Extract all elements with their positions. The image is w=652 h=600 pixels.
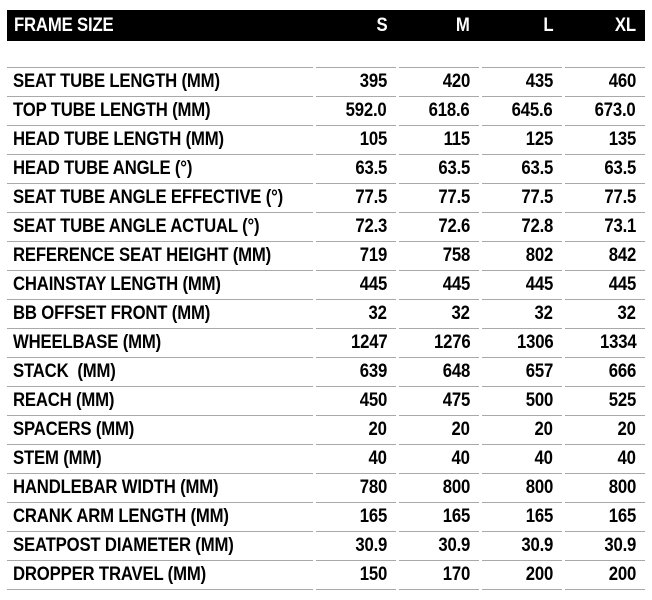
value-cell-s [316, 503, 396, 532]
table-row [7, 126, 645, 155]
value-cell-l [482, 387, 562, 416]
row-value: 20 [534, 419, 553, 440]
row-value: 30.9 [438, 535, 470, 556]
value-cell-xl [565, 358, 645, 387]
value-cell-s [316, 68, 396, 97]
row-label: SPACERS (MM) [13, 419, 135, 440]
value-cell-xl [565, 126, 645, 155]
row-value: 1334 [599, 332, 636, 353]
value-cell-s [316, 387, 396, 416]
row-label-cell [7, 155, 313, 184]
value-cell-l [482, 329, 562, 358]
row-label: HEAD TUBE ANGLE (°) [13, 158, 193, 179]
value-cell-xl [565, 474, 645, 503]
row-value: 1247 [350, 332, 387, 353]
value-cell-m [399, 155, 479, 184]
table-row [7, 561, 645, 590]
value-cell-l [482, 445, 562, 474]
row-value: 500 [525, 390, 553, 411]
row-label-cell [7, 97, 313, 126]
row-label: CHAINSTAY LENGTH (MM) [13, 274, 221, 295]
row-label: SEAT TUBE LENGTH (MM) [13, 71, 220, 92]
value-cell-s [316, 561, 396, 590]
value-cell-m [399, 387, 479, 416]
table-row [7, 271, 645, 300]
row-value: 105 [359, 129, 387, 150]
table-row [7, 503, 645, 532]
table-row [7, 358, 645, 387]
value-cell-xl [565, 416, 645, 445]
value-cell-xl [565, 300, 645, 329]
row-value: 72.6 [438, 216, 470, 237]
table-row [7, 416, 645, 445]
value-cell-xl [565, 503, 645, 532]
row-value: 125 [525, 129, 553, 150]
column-header-xl: XL [614, 14, 636, 36]
value-cell-s [316, 300, 396, 329]
value-cell-m [399, 358, 479, 387]
table-row [7, 242, 645, 271]
row-value: 77.5 [438, 187, 470, 208]
value-cell-m [399, 329, 479, 358]
value-cell-l [482, 184, 562, 213]
row-value: 842 [608, 245, 636, 266]
row-label-cell [7, 68, 313, 97]
row-value: 445 [442, 274, 470, 295]
row-label-cell [7, 242, 313, 271]
value-cell-s [316, 416, 396, 445]
row-value: 170 [442, 564, 470, 585]
value-cell-l [482, 532, 562, 561]
row-value: 20 [617, 419, 636, 440]
value-cell-l [482, 358, 562, 387]
row-label-cell [7, 474, 313, 503]
value-cell-xl [565, 532, 645, 561]
value-cell-s [316, 271, 396, 300]
value-cell-l [482, 271, 562, 300]
value-cell-m [399, 445, 479, 474]
value-cell-xl [565, 184, 645, 213]
row-value: 135 [608, 129, 636, 150]
row-value: 460 [608, 71, 636, 92]
table-row [7, 300, 645, 329]
row-value: 657 [525, 361, 553, 382]
row-label: STEM (MM) [13, 448, 102, 469]
value-cell-xl [565, 387, 645, 416]
row-value: 1306 [516, 332, 553, 353]
row-value: 72.3 [355, 216, 387, 237]
row-value: 77.5 [604, 187, 636, 208]
row-value: 77.5 [355, 187, 387, 208]
value-cell-l [482, 97, 562, 126]
value-cell-s [316, 445, 396, 474]
value-cell-l [482, 474, 562, 503]
value-cell-l [482, 213, 562, 242]
value-cell-m [399, 416, 479, 445]
value-cell-xl [565, 329, 645, 358]
row-value: 72.8 [521, 216, 553, 237]
value-cell-m [399, 126, 479, 155]
value-cell-xl [565, 155, 645, 184]
value-cell-l [482, 126, 562, 155]
row-value: 20 [451, 419, 470, 440]
table-body [7, 41, 645, 590]
table-row [7, 155, 645, 184]
row-value: 802 [525, 245, 553, 266]
row-label: BB OFFSET FRONT (MM) [13, 303, 211, 324]
row-value: 648 [442, 361, 470, 382]
row-label: REFERENCE SEAT HEIGHT (MM) [13, 245, 271, 266]
value-cell-l [482, 416, 562, 445]
row-label: HEAD TUBE LENGTH (MM) [13, 129, 224, 150]
row-value: 77.5 [521, 187, 553, 208]
row-value: 800 [608, 477, 636, 498]
row-value: 618.6 [429, 100, 470, 121]
value-cell-s [316, 242, 396, 271]
row-value: 165 [442, 506, 470, 527]
row-label: SEAT TUBE ANGLE ACTUAL (°) [13, 216, 260, 237]
row-value: 445 [359, 274, 387, 295]
table-header-row [7, 10, 645, 41]
row-label: CRANK ARM LENGTH (MM) [13, 506, 229, 527]
row-value: 40 [451, 448, 470, 469]
row-value: 475 [442, 390, 470, 411]
value-cell-xl [565, 97, 645, 126]
row-label: WHEELBASE (MM) [13, 332, 162, 353]
row-value: 165 [359, 506, 387, 527]
row-value: 666 [608, 361, 636, 382]
value-cell-l [482, 155, 562, 184]
table-row [7, 474, 645, 503]
row-value: 63.5 [355, 158, 387, 179]
row-label: STACK (MM) [13, 361, 116, 382]
value-cell-l [482, 68, 562, 97]
row-value: 30.9 [355, 535, 387, 556]
row-value: 32 [534, 303, 553, 324]
row-value: 40 [534, 448, 553, 469]
table-row [7, 329, 645, 358]
value-cell-m [399, 561, 479, 590]
value-cell-s [316, 126, 396, 155]
row-value: 645.6 [512, 100, 553, 121]
row-label-cell [7, 184, 313, 213]
value-cell-s [316, 532, 396, 561]
row-value: 639 [359, 361, 387, 382]
value-cell-s [316, 184, 396, 213]
value-cell-xl [565, 561, 645, 590]
row-label: SEAT TUBE ANGLE EFFECTIVE (°) [13, 187, 284, 208]
value-cell-s [316, 213, 396, 242]
row-label-cell [7, 561, 313, 590]
row-label-cell [7, 503, 313, 532]
value-cell-l [482, 242, 562, 271]
row-label-cell [7, 300, 313, 329]
value-cell-s [316, 329, 396, 358]
row-label-cell [7, 126, 313, 155]
row-value: 32 [368, 303, 387, 324]
row-value: 780 [359, 477, 387, 498]
value-cell-m [399, 213, 479, 242]
row-value: 445 [608, 274, 636, 295]
row-value: 800 [525, 477, 553, 498]
row-value: 73.1 [604, 216, 636, 237]
row-label-cell [7, 532, 313, 561]
column-header-s: S [376, 14, 387, 36]
row-value: 719 [359, 245, 387, 266]
value-cell-m [399, 184, 479, 213]
column-header-l: L [542, 14, 553, 36]
row-value: 200 [608, 564, 636, 585]
table-row [7, 445, 645, 474]
value-cell-l [482, 503, 562, 532]
table-row [7, 184, 645, 213]
value-cell-s [316, 474, 396, 503]
row-label-cell [7, 329, 313, 358]
row-value: 1276 [433, 332, 470, 353]
row-label: SEATPOST DIAMETER (MM) [13, 535, 234, 556]
value-cell-m [399, 97, 479, 126]
value-cell-m [399, 503, 479, 532]
row-value: 63.5 [521, 158, 553, 179]
column-header-m: M [456, 14, 470, 36]
row-value: 63.5 [604, 158, 636, 179]
row-value: 150 [359, 564, 387, 585]
row-value: 32 [451, 303, 470, 324]
value-cell-xl [565, 213, 645, 242]
value-cell-l [482, 300, 562, 329]
table-row [7, 387, 645, 416]
row-value: 445 [525, 274, 553, 295]
row-value: 32 [617, 303, 636, 324]
row-value: 30.9 [521, 535, 553, 556]
row-label-cell [7, 358, 313, 387]
row-label: HANDLEBAR WIDTH (MM) [13, 477, 219, 498]
table-title-cell [7, 10, 313, 41]
row-label: REACH (MM) [13, 390, 115, 411]
table-row [7, 68, 645, 97]
value-cell-m [399, 532, 479, 561]
spacer-row [7, 41, 645, 68]
row-value: 30.9 [604, 535, 636, 556]
table-row [7, 213, 645, 242]
row-value: 673.0 [595, 100, 636, 121]
row-label-cell [7, 271, 313, 300]
table-row [7, 532, 645, 561]
row-value: 40 [617, 448, 636, 469]
row-label-cell [7, 416, 313, 445]
table-row [7, 97, 645, 126]
row-value: 435 [525, 71, 553, 92]
value-cell-xl [565, 271, 645, 300]
row-value: 395 [359, 71, 387, 92]
row-value: 800 [442, 477, 470, 498]
row-value: 165 [525, 506, 553, 527]
value-cell-xl [565, 68, 645, 97]
value-cell-m [399, 68, 479, 97]
value-cell-xl [565, 445, 645, 474]
row-value: 420 [442, 71, 470, 92]
row-value: 165 [608, 506, 636, 527]
row-label-cell [7, 213, 313, 242]
row-value: 758 [442, 245, 470, 266]
row-value: 450 [359, 390, 387, 411]
value-cell-l [482, 561, 562, 590]
value-cell-s [316, 155, 396, 184]
table-title: FRAME SIZE [14, 14, 114, 36]
row-label-cell [7, 387, 313, 416]
row-value: 40 [368, 448, 387, 469]
row-value: 525 [608, 390, 636, 411]
row-value: 20 [368, 419, 387, 440]
value-cell-m [399, 242, 479, 271]
value-cell-xl [565, 242, 645, 271]
row-label: DROPPER TRAVEL (MM) [13, 564, 206, 585]
row-value: 115 [443, 129, 470, 150]
row-label-cell [7, 445, 313, 474]
value-cell-m [399, 271, 479, 300]
row-value: 63.5 [438, 158, 470, 179]
row-label: TOP TUBE LENGTH (MM) [13, 100, 211, 121]
row-value: 200 [525, 564, 553, 585]
value-cell-m [399, 300, 479, 329]
value-cell-m [399, 474, 479, 503]
value-cell-s [316, 358, 396, 387]
value-cell-s [316, 97, 396, 126]
row-value: 592.0 [346, 100, 387, 121]
